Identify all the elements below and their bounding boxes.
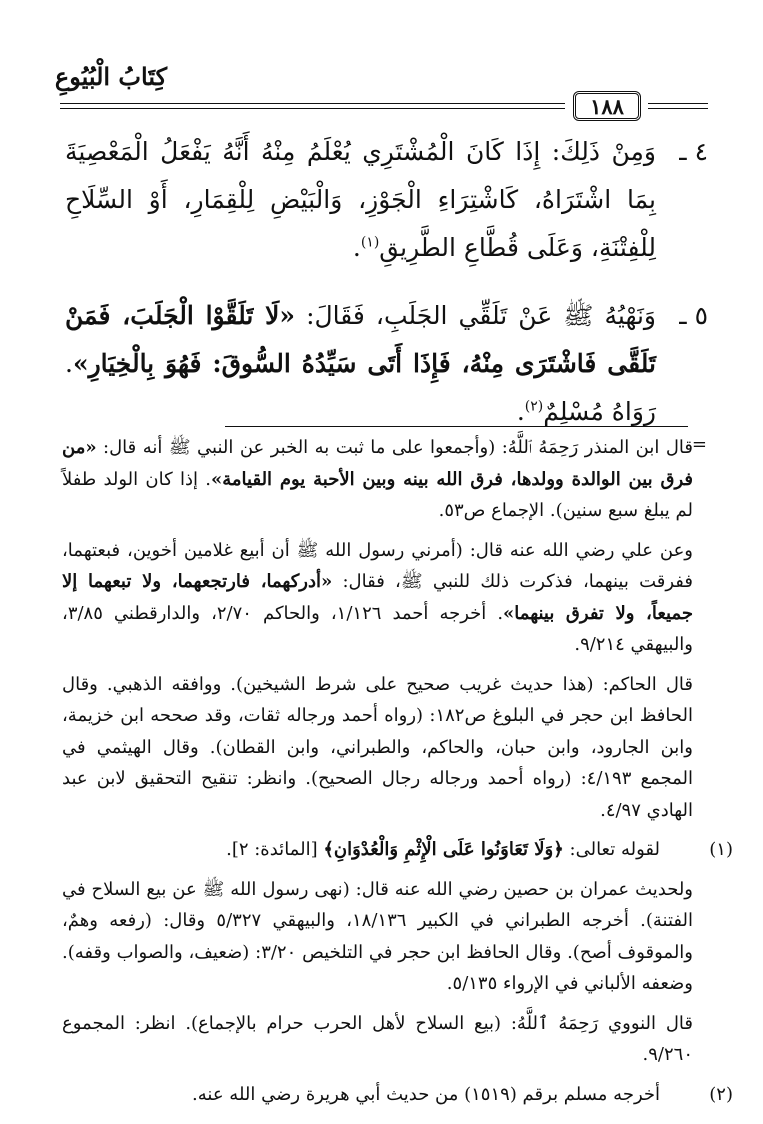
footnote-1-imran: ولحديث عمران بن حصين رضي الله عنه قال: (نهى رسول الله ﷺ عن بيع السلاح في الفتنة). أخرجه الطبراني في الكبير ١٨/١٣٦، والبيهقي ٥/٣٢٧ وقال: (رفعه وهمٌ، والموقوف أصح). وقال الحافظ ابن حجر في التلخيص ٣/٢٠: (ضعيف، والصواب وقفه). وضعفه الألباني في الإرواء ٥/١٣٥. [62,878,694,994]
note-text: [المائدة: ٢]. [226,839,324,860]
main-text [65,128,708,456]
item-5-source: . رَوَاهُ مُسْلِمٌ [65,349,656,426]
chapter-title: كِتَابُ الْبُيُوعِ [54,62,167,91]
footnote-2-number: (٢) [709,1083,733,1105]
footnote-1 [62,834,733,866]
header-rule-right-bottom [648,108,708,109]
quran-verse: ﴿وَلَا تَعَاوَنُوا عَلَى الْإِثْمِ وَالْعُدْوَانِ﴾ [323,839,564,860]
footnote-ref-2[interactable]: (٢) [524,398,544,415]
item-4-number: ٤ ـ [679,137,708,166]
item-5-end: . [516,397,525,426]
note-text: أخرجه مسلم برقم (١٥١٩) من حديث أبي هريرة رضي الله عنه. [192,1083,660,1105]
page-number: ١٨٨ [573,91,641,121]
header-rule-top [60,103,565,104]
footnote-1-nawawi: قال النووي رَحِمَهُ ٱللَّهُ: (بيع السلاح لأهل الحرب حرام بالإجماع). انظر: المجموع ٩/٢٦٠. [62,1012,693,1065]
item-5-number: ٥ ـ [679,301,708,330]
item-4 [65,128,708,272]
item-4-end: . [352,233,361,262]
note-text: . أخرجه أحمد ١/١٢٦، والحاكم ٢/٧٠، والدارقطني ٣/٨٥، والبيهقي ٩/٢١٤. [62,602,693,655]
note-text: وعن علي رضي الله عنه قال: (أمرني رسول الله ﷺ أن أبيع غلامين أخوين، فبعتهما، ففرقت بينهما، فذكرت ذلك للنبي ﷺ، فقال: [62,539,693,592]
header-rule-right-top [648,103,708,104]
item-5-text: وَنَهْيُهُ ﷺ عَنْ تَلَقِّي الجَلَبِ، فَقَالَ: [306,301,657,330]
note-text: قال ابن المنذر رَحِمَهُ ٱللَّهُ: (وأجمعوا على ما ثبت به الخبر عن النبي ﷺ أنه قال: [96,437,693,458]
footnote-1-number: (١) [709,839,733,860]
hadith-quote: «لَا تَلَقَّوْا الْجَلَبَ، فَمَنْ تَلَقَّى فَاشْتَرَى مِنْهُ، فَإِذَا أَتَى سَيِّدُهُ السُّوقَ: فَهُوَ بِالْخِيَارِ» [65,301,656,378]
hadith-quote: «أدركهما، فارتجعهما، ولا تبعهما إلا جميعاً، ولا تفرق بينهما» [62,571,693,624]
footnotes [62,432,733,1118]
footnote-2 [62,1079,733,1111]
continuation-mark: = [691,434,707,455]
note-text: لقوله تعالى: [563,839,660,860]
footnote-ref-1[interactable]: (١) [360,234,380,251]
note-ibn-almundhir [62,432,693,527]
note-text: . إذا كان الولد طفلاً لم يبلغ سبع سنين). الإجماع ص٥٣. [62,468,693,521]
header-rule-bottom [60,108,565,109]
item-5 [65,292,708,436]
footnote-separator [225,426,688,427]
item-4-text: وَمِنْ ذَلِكَ: إِذَا كَانَ الْمُشْتَرِي يُعْلَمُ مِنْهُ أَنَّهُ يَفْعَلُ الْمَعْصِيَةَ بِمَا اشْتَرَاهُ، كَاشْتِرَاءِ الْجَوْزِ، وَالْبَيْضِ لِلْقِمَارِ، أَوْ السِّلَاحِ لِلْفِتْنَةِ، وَعَلَى قُطَّاعِ الطَّرِيقِ [65,137,656,262]
note-hakim: قال الحاكم: (هذا حديث غريب صحيح على شرط الشيخين). ووافقه الذهبي. وقال الحافظ ابن حجر في البلوغ ص١٨٢: (رواه أحمد ورجاله ثقات، وقد صححه ابن خزيمة، وابن الجارود، وابن حبان، والحاكم، والطبراني، وابن القطان). وقال الهيثمي في المجمع ٤/١٩٣: (رواه أحمد ورجاله رجال الصحيح). وانظر: تنقيح التحقيق لابن عبد الهادي ٤/٩٧. [62,673,694,821]
hadith-quote: «من فرق بين الوالدة وولدها، فرق الله بينه وبين الأحبة يوم القيامة» [62,437,693,490]
note-ali-hadith [62,535,693,661]
